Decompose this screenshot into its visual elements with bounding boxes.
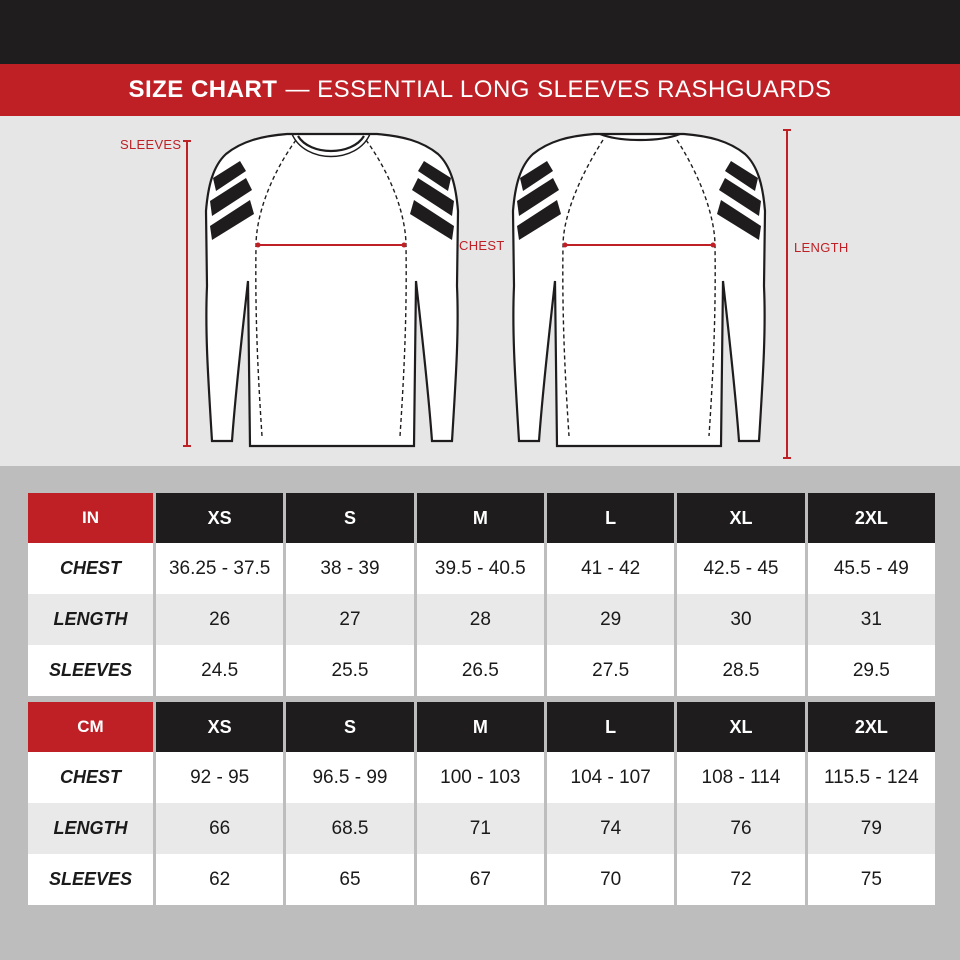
table-row	[28, 752, 935, 803]
table-cell: 29.5	[808, 645, 935, 696]
table-cell: 28	[417, 594, 544, 645]
back-shirt	[513, 134, 765, 446]
top-bar	[0, 0, 960, 64]
table-cell: 92 - 95	[156, 752, 283, 803]
size-table-cm	[25, 702, 938, 905]
sleeves-label: SLEEVES	[120, 137, 182, 152]
table-cell: 31	[808, 594, 935, 645]
table-cell: 25.5	[286, 645, 413, 696]
row-label: LENGTH	[28, 594, 153, 645]
table-cell: 108 - 114	[677, 752, 804, 803]
shirt-illustration	[0, 116, 960, 466]
table-cell: 68.5	[286, 803, 413, 854]
table-cell: 65	[286, 854, 413, 905]
row-label: SLEEVES	[28, 645, 153, 696]
table-cell: 74	[547, 803, 674, 854]
table-cell: 27	[286, 594, 413, 645]
table-cell: 72	[677, 854, 804, 905]
length-label: LENGTH	[794, 240, 849, 255]
size-header: XL	[677, 702, 804, 752]
table-row	[28, 543, 935, 594]
size-header: 2XL	[808, 702, 935, 752]
table-cell: 42.5 - 45	[677, 543, 804, 594]
table-cell: 100 - 103	[417, 752, 544, 803]
table-cell: 115.5 - 124	[808, 752, 935, 803]
table-cell: 71	[417, 803, 544, 854]
size-header: M	[417, 702, 544, 752]
table-cell: 45.5 - 49	[808, 543, 935, 594]
table-cell: 39.5 - 40.5	[417, 543, 544, 594]
table-cell: 104 - 107	[547, 752, 674, 803]
table-cell: 38 - 39	[286, 543, 413, 594]
size-header: 2XL	[808, 493, 935, 543]
table-row	[28, 594, 935, 645]
size-header: XS	[156, 702, 283, 752]
shirt-diagram	[0, 116, 960, 466]
size-header: S	[286, 493, 413, 543]
table-cell: 70	[547, 854, 674, 905]
sleeves-measure-line	[183, 141, 191, 446]
title-bold: SIZE CHART	[128, 76, 278, 103]
size-header: L	[547, 702, 674, 752]
row-label: LENGTH	[28, 803, 153, 854]
unit-header: CM	[28, 702, 153, 752]
table-cell: 41 - 42	[547, 543, 674, 594]
size-header: XS	[156, 493, 283, 543]
chest-label: CHEST	[459, 238, 505, 253]
row-label: CHEST	[28, 752, 153, 803]
table-cell: 29	[547, 594, 674, 645]
front-shirt	[206, 134, 458, 446]
table-cell: 76	[677, 803, 804, 854]
size-table-inches	[25, 493, 938, 696]
table-cell: 96.5 - 99	[286, 752, 413, 803]
unit-header: IN	[28, 493, 153, 543]
table-cell: 36.25 - 37.5	[156, 543, 283, 594]
table-cell: 24.5	[156, 645, 283, 696]
table-cell: 26.5	[417, 645, 544, 696]
title-rest: — ESSENTIAL LONG SLEEVES RASHGUARDS	[285, 76, 832, 103]
table-cell: 62	[156, 854, 283, 905]
table-cell: 79	[808, 803, 935, 854]
table-cell: 26	[156, 594, 283, 645]
size-header: S	[286, 702, 413, 752]
table-cell: 75	[808, 854, 935, 905]
size-header: L	[547, 493, 674, 543]
row-label: SLEEVES	[28, 854, 153, 905]
table-cell: 67	[417, 854, 544, 905]
table-cell: 30	[677, 594, 804, 645]
table-cell: 66	[156, 803, 283, 854]
row-label: CHEST	[28, 543, 153, 594]
table-row	[28, 854, 935, 905]
size-tables	[0, 466, 960, 960]
table-row	[28, 803, 935, 854]
title-banner	[0, 64, 960, 116]
table-cell: 28.5	[677, 645, 804, 696]
length-measure-line	[783, 130, 791, 458]
size-header: M	[417, 493, 544, 543]
size-header: XL	[677, 493, 804, 543]
table-row	[28, 645, 935, 696]
table-cell: 27.5	[547, 645, 674, 696]
